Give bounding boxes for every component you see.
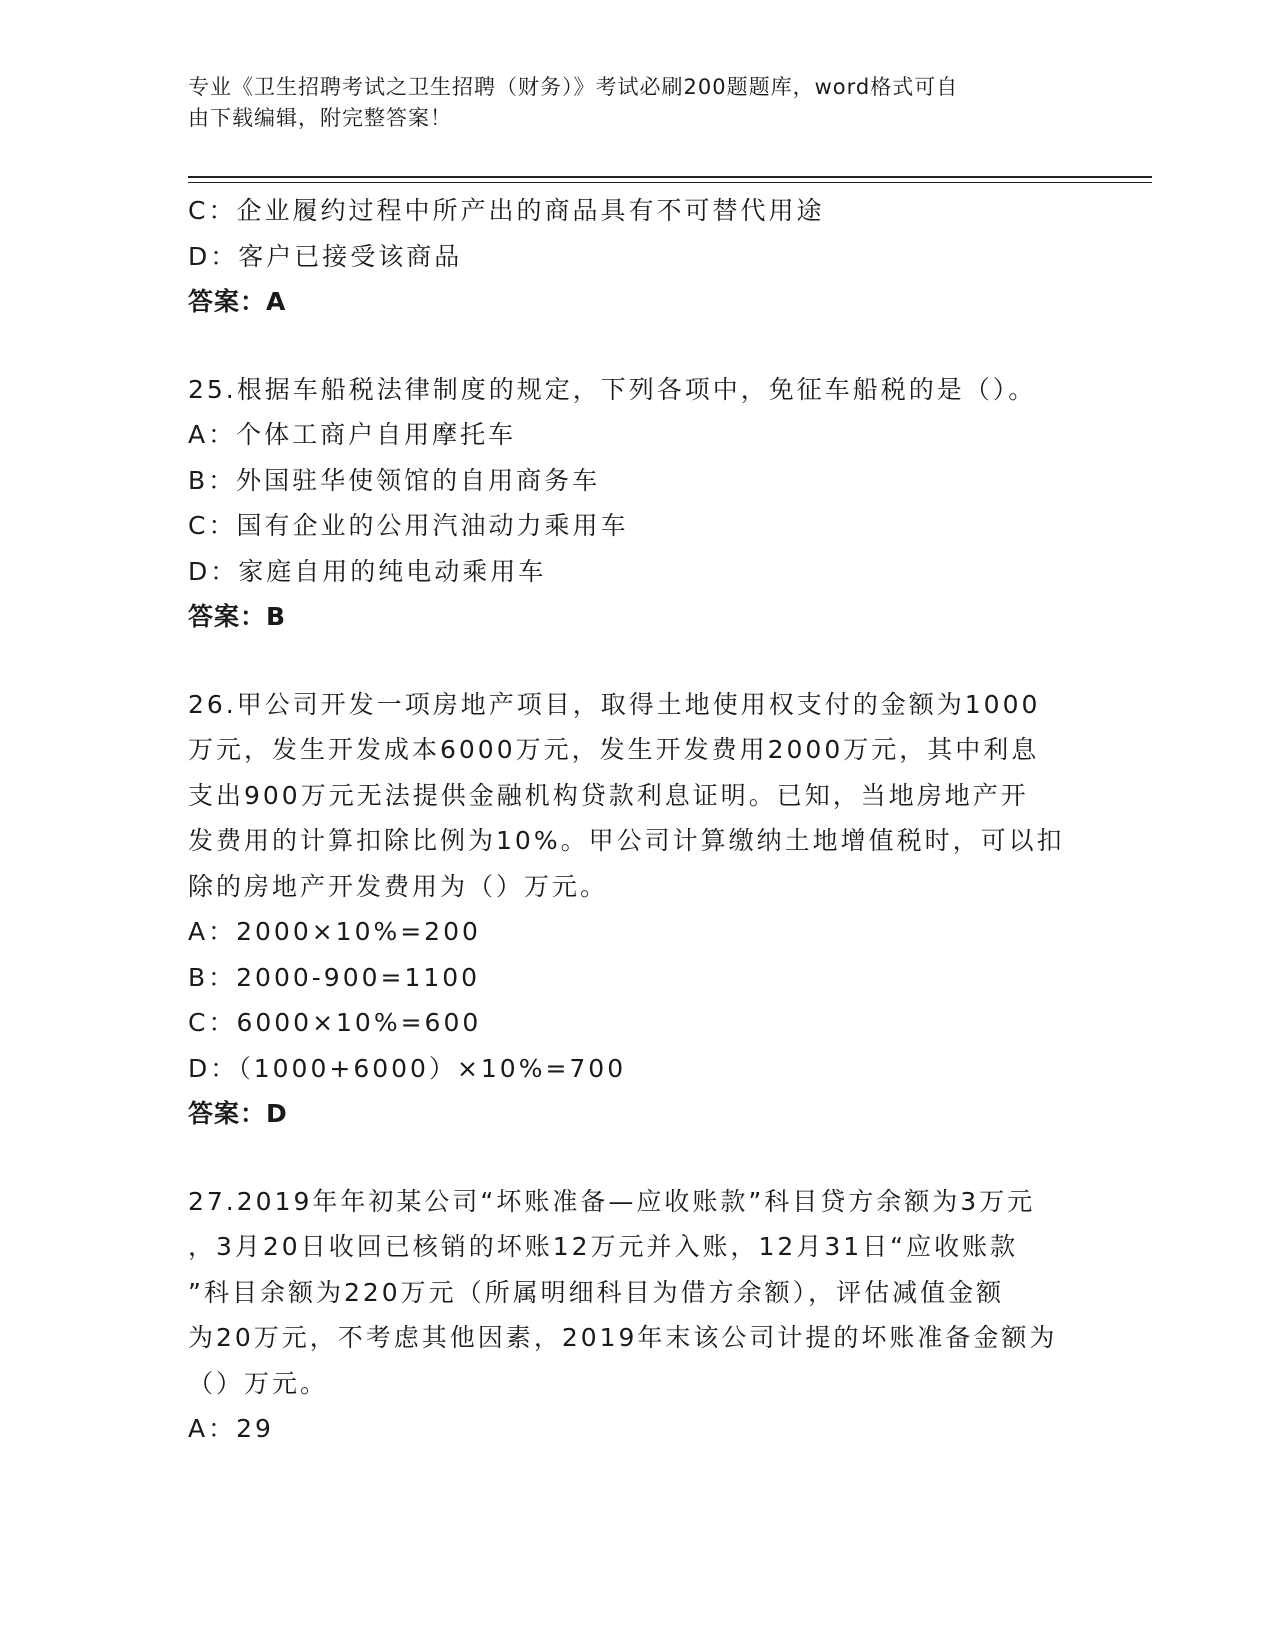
option-b: B：外国驻华使领馆的自用商务车	[188, 465, 601, 495]
question-stem-line-5: （）万元。	[188, 1368, 329, 1398]
question-content	[188, 188, 1088, 1452]
question-25	[188, 367, 1088, 640]
question-stem-line-2: 万元，发生开发成本6000万元，发生开发费用2000万元，其中利息	[188, 735, 1040, 764]
option-a: A：个体工商户自用摩托车	[188, 420, 517, 449]
page-header	[188, 72, 1068, 134]
option-a: A：29	[188, 1414, 274, 1443]
answer-line: 答案：A	[188, 287, 287, 316]
option-c: C：6000×10%=600	[188, 1008, 482, 1037]
option-d: D：客户已接受该商品	[188, 241, 463, 271]
header-divider-thick	[188, 176, 1152, 178]
header-divider-thin	[188, 182, 1152, 183]
question-26	[188, 682, 1088, 1137]
question-stem-line-3: ”科目余额为220万元（所属明细科目为借方余额），评估减值金额	[188, 1277, 1005, 1307]
header-line-1: 专业《卫生招聘考试之卫生招聘（财务）》考试必刷200题题库，word格式可自	[188, 75, 959, 99]
question-stem-line-3: 支出900万元无法提供金融机构贷款利息证明。已知，当地房地产开	[188, 780, 1029, 810]
header-line-2: 由下载编辑，附完整答案！	[188, 106, 452, 130]
spacer	[188, 1137, 1088, 1179]
spacer	[188, 640, 1088, 682]
option-d: D：家庭自用的纯电动乘用车	[188, 556, 547, 586]
question-27	[188, 1179, 1088, 1452]
question-stem-line-1: 27.2019年年初某公司“坏账准备—应收账款”科目贷方余额为3万元	[188, 1186, 1036, 1216]
question-stem-line-4: 为20万元，不考虑其他因素，2019年末该公司计提的坏账准备金额为	[188, 1323, 1058, 1352]
option-a: A：2000×10%=200	[188, 917, 481, 946]
question-stem-line-5: 除的房地产开发费用为（）万元。	[188, 871, 609, 901]
option-c: C：国有企业的公用汽油动力乘用车	[188, 511, 629, 540]
question-stem: 25.根据车船税法律制度的规定，下列各项中，免征车船税的是（）。	[188, 374, 1037, 404]
option-c: C：企业履约过程中所产出的商品具有不可替代用途	[188, 196, 825, 225]
question-stem-line-4: 发费用的计算扣除比例为10%。甲公司计算缴纳土地增值税时，可以扣	[188, 826, 1065, 855]
answer-line: 答案：D	[188, 1099, 288, 1128]
option-d: D：（1000+6000）×10%=700	[188, 1053, 627, 1083]
answer-line: 答案：B	[188, 602, 287, 631]
prev-question-block	[188, 188, 1088, 325]
spacer	[188, 325, 1088, 367]
question-stem-line-2: ，3月20日收回已核销的坏账12万元并入账，12月31日“应收账款	[188, 1232, 1019, 1261]
question-stem-line-1: 26.甲公司开发一项房地产项目，取得土地使用权支付的金额为1000	[188, 689, 1041, 719]
option-b: B：2000-900=1100	[188, 962, 481, 992]
